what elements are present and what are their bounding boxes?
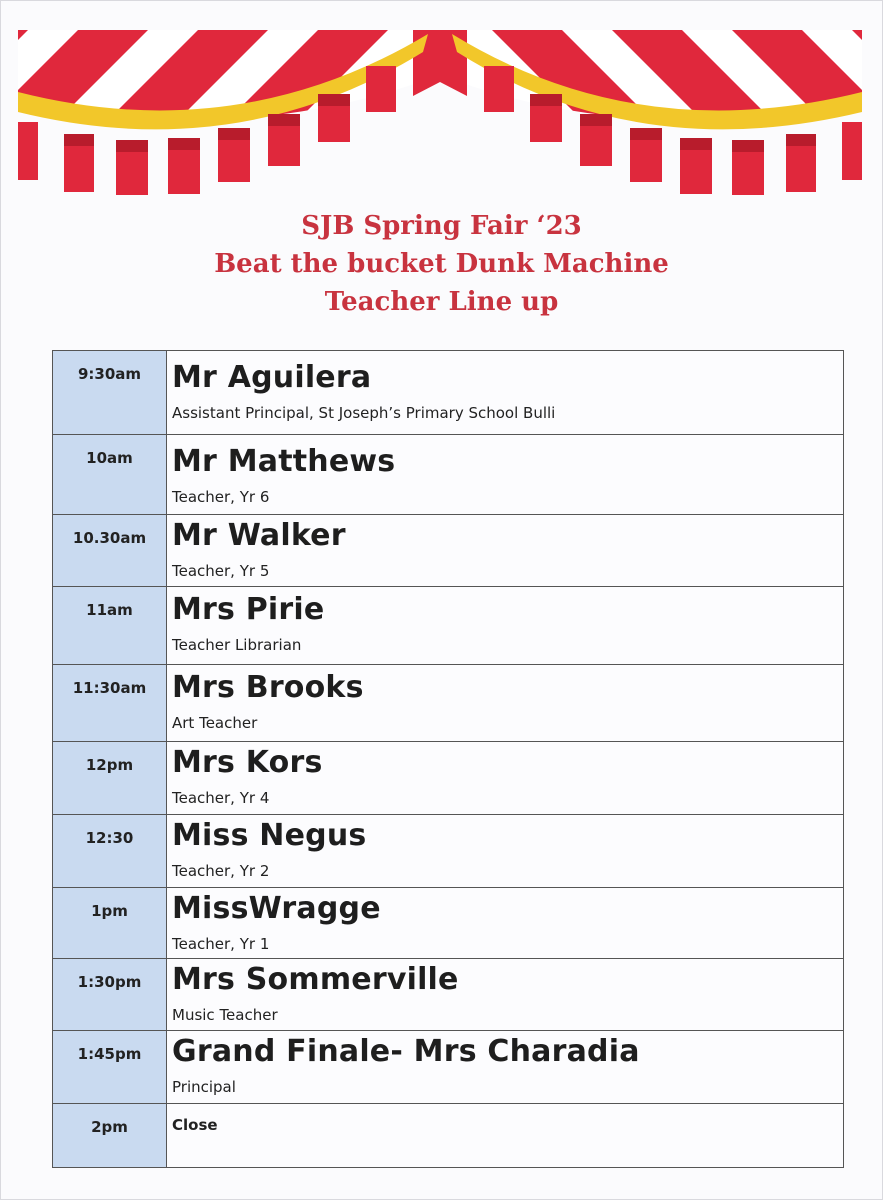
time-cell <box>53 587 167 665</box>
close-label: Close <box>172 1116 218 1134</box>
time-slot: 1:45pm <box>77 1045 142 1063</box>
teacher-name: Mrs Pirie <box>172 592 325 627</box>
table-row <box>53 1031 844 1104</box>
time-cell <box>53 435 167 515</box>
time-slot: 9:30am <box>77 365 142 383</box>
teacher-cell <box>167 742 844 815</box>
teacher-lineup-table <box>52 350 844 1168</box>
teacher-cell <box>167 435 844 515</box>
table-row <box>53 665 844 742</box>
table-row <box>53 435 844 515</box>
table-row <box>53 959 844 1031</box>
table-row <box>53 742 844 815</box>
teacher-name: Mrs Brooks <box>172 670 364 705</box>
teacher-name: Miss Negus <box>172 818 367 853</box>
teacher-cell <box>167 1104 844 1168</box>
table-row <box>53 587 844 665</box>
circus-tent-bunting-icon <box>18 30 862 195</box>
teacher-role: Teacher, Yr 6 <box>172 488 270 506</box>
teacher-cell <box>167 888 844 959</box>
table-row <box>53 351 844 435</box>
teacher-name: Mr Aguilera <box>172 360 372 395</box>
time-slot: 1pm <box>91 902 128 920</box>
teacher-role: Assistant Principal, St Joseph’s Primary School Bulli <box>172 404 556 422</box>
teacher-cell <box>167 351 844 435</box>
time-cell <box>53 742 167 815</box>
teacher-name: Mrs Kors <box>172 745 323 780</box>
time-slot: 12pm <box>85 756 134 774</box>
teacher-cell <box>167 815 844 888</box>
time-cell <box>53 665 167 742</box>
teacher-role: Art Teacher <box>172 714 258 732</box>
table-row <box>53 888 844 959</box>
teacher-role: Teacher, Yr 1 <box>172 935 270 953</box>
time-slot: 12:30 <box>85 829 134 847</box>
teacher-cell <box>167 1031 844 1104</box>
heading-line-event: SJB Spring Fair ‘23 <box>301 211 582 241</box>
teacher-role: Music Teacher <box>172 1006 278 1024</box>
time-cell <box>53 1104 167 1168</box>
table-row <box>53 515 844 587</box>
time-slot: 11am <box>86 601 133 619</box>
heading-line-lineup: Teacher Line up <box>324 287 559 317</box>
teacher-cell <box>167 515 844 587</box>
teacher-role: Teacher Librarian <box>172 636 302 654</box>
time-cell <box>53 515 167 587</box>
time-cell <box>53 815 167 888</box>
time-slot: 10am <box>86 449 133 467</box>
teacher-cell <box>167 665 844 742</box>
time-slot: 11:30am <box>72 679 147 697</box>
teacher-cell <box>167 959 844 1031</box>
time-slot: 1:30pm <box>77 973 142 991</box>
time-cell <box>53 959 167 1031</box>
teacher-name: Mr Matthews <box>172 444 396 479</box>
poster-heading <box>0 207 883 321</box>
teacher-cell <box>167 587 844 665</box>
heading-line-activity: Beat the bucket Dunk Machine <box>214 249 669 279</box>
table-row <box>53 1104 844 1168</box>
time-cell <box>53 1031 167 1104</box>
time-cell <box>53 351 167 435</box>
table-row <box>53 815 844 888</box>
teacher-name: MissWragge <box>172 891 381 926</box>
teacher-role: Teacher, Yr 2 <box>172 862 270 880</box>
time-cell <box>53 888 167 959</box>
teacher-role: Teacher, Yr 5 <box>172 562 270 580</box>
teacher-name: Mrs Sommerville <box>172 962 459 997</box>
time-slot: 2pm <box>91 1118 128 1136</box>
teacher-name: Grand Finale- Mrs Charadia <box>172 1034 640 1069</box>
teacher-name: Mr Walker <box>172 518 346 553</box>
time-slot: 10.30am <box>72 529 147 547</box>
teacher-role: Principal <box>172 1078 236 1096</box>
teacher-role: Teacher, Yr 4 <box>172 789 270 807</box>
